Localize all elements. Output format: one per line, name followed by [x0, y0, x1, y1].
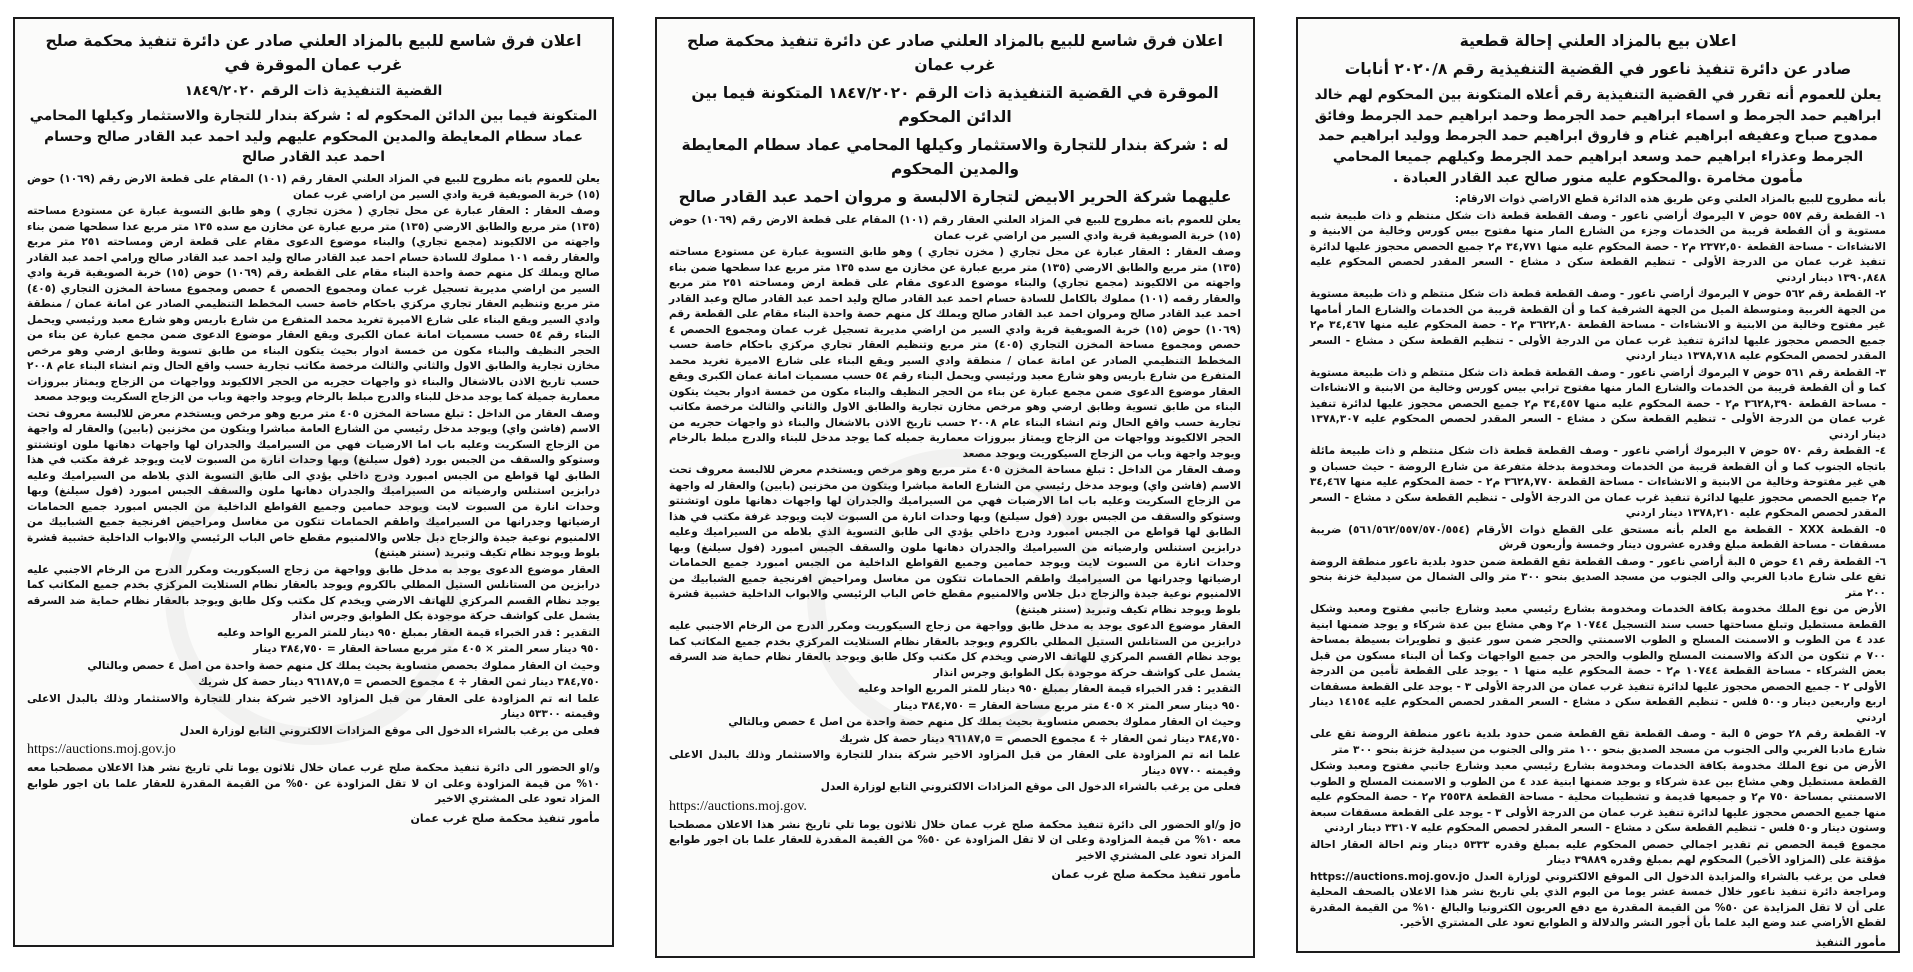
notice-paragraph: وصف العقار من الداخل : تبلغ مساحة المخزن ٤٠٥ متر مربع وهو مرخص ويستخدم معرض للالبسة معروف تحت الاسم (فاشن واي) ويوجد مدخل رئيسي من الشارع العامة مباشرا ويتكون من مخزنين (بابين) والعقار له واجهة من الزجاج السكريت وعليه باب اما الارضيات فهي من السيراميك والجدران لها واجهات دهانها ملون اوتشتتو وستوكو والسقف من الجبس بورد (فول سيلنغ) وبها وحدات انارة من السبوت لايت ويوجد غرفة مكتب في هذا الطابق لها قواطع من الجبس امبورد ودرج داخلي يؤدي الى طابق التسوية الذي بلاطه من السيراميك وعليه درابزين استنلس وارضياته من السيراميك والجدران دهانها ملون والسقف الجبس امبورد (فول سيلنغ) وبها وحدات انارة من السبوت لايت ويوجد حمامين وجميع القواطع الداخلية من الجبس امبورد جميع الحمامات ارضياتها وجدرانها من السيراميك واطقم الحمامات تتكون من مغاسل ومراحيض افرنجية جميع الشبابيك من الالمنيوم نوعية جيدة والزجاج دبل جلاس والالمنيوم مقطع خاص الباب الرئيسي والابواب الداخلية خشبية قشرة بلوط ويوجد نظام تكيف وتبريد (سنتر هيتنغ): [27, 407, 600, 560]
title-line: اعلان بيع بالمزاد العلني إحالة قطعية: [1459, 32, 1737, 50]
title-line: القضية التنفيذية ذات الرقم ١٨٤٩/٢٠٢٠: [184, 83, 443, 100]
title-line: صادر عن دائرة تنفيذ ناعور في القضية التنفيذية رقم ٢٠٢٠/٨ أنابات: [1344, 60, 1852, 79]
notice-paragraph: الأرض من نوع الملك مخدومة بكافة الخدمات ومخدومة بشارع رئيسي معبد وشارع جانبي مفتوح ومعبد وشكل القطعة مستطيل وهي مشاع بين عدة شركاء و يوجد ضمنها ابنية عدد ٤ من الطوب و الاسمنت المسلح و الطوب الاسمنتي بمساحة ٧٥٠ م٢ و جميعها قديمة و تشطيبات محلية - مساحة القطعة ٢٥٥٣٨ م٢ - حصة المحكوم عليه منها جميع الحصص محجوز عليها لدائرة تنفيذ غرب عمان من الدرجة الأولى ٣ - يوجد على القطعة مسقفات سبعة وستون دينار و٥٠ فلس - تنظيم القطعة سكن د مشاع - السعر المقدر لحصص المحكوم عليه ٣٣١٠٧ دينار اردني: [1310, 760, 1886, 835]
notice-paragraph: العقار موضوع الدعوى يوجد به مدخل طابق وواجهة من زجاج السيكوريت ومكرر الدرج من الرخام الاجنبي عليه درابزين من الستانلس الستيل المطلي بالكروم ويوجد بالعقار نظام الستلايت المركزي بخدم جميع المكاتب كما يوجد نظام القسم المركزي للهاتف الارضي ويخدم كل مكتب وكل طابق ويوجد بالعقار نظام حماية ضد السرقه يشمل على كواشف حركة موجودة بكل الطوابق وجرس انذار: [27, 563, 600, 623]
title-line: اعلان فرق شاسع للبيع بالمزاد العلني صادر عن دائرة تنفيذ محكمة صلح غرب عمان الموقرة في: [45, 32, 582, 75]
notice-paragraph: ٩٥٠ دينار سعر المتر × ٤٠٥ متر مربع مساحة العقار = ٣٨٤,٧٥٠ دينار: [894, 699, 1241, 712]
notice-title: [669, 29, 1241, 209]
notice-paragraph: ٣- القطعة رقم ٥٦١ حوض ٧ اليرموك أراضي ناعور - وصف القطعة قطعة ذات شكل منتظم و ذات طبيعة مستوية كما و أن القطعة قريبة من الخدمات والشارع المار منها مفتوح ترابي بيس كورس وخالية من الابنية و الانشاءات - مساحة القطعة ٣٦٢٨,٣٩٠ م٢ - حصة المحكوم عليه منها ٣٤,٤٥٧ م٢ جميع الحصص محجوز عليها لدائرة تنفيذ غرب عمان من الدرجة الأولى - تنظيم القطعة سكن د مشاع - السعر المقدر لحصص المحكوم عليه ١٣٧٨,٣٠٧ دينار اردني: [1310, 366, 1886, 441]
parties-heading: المتكونة فيما بين الدائن المحكوم له : شركة بندار للتجارة والاستثمار وكيلها المحامي عماد سطام المعايطة والمدين المحكوم عليهم وليد احمد عبد القادر صالح وحسام احمد عبد القادر صالح: [29, 108, 598, 166]
notice-paragraph: التقدير : قدر الخبراء قيمة العقار بمبلغ ٩٥٠ دينار للمتر المربع الواحد وعليه: [216, 626, 600, 639]
notice-title: [1310, 29, 1886, 81]
notice-paragraph: ١- القطعة رقم ٥٥٧ حوض ٧ اليرموك أراضي ناعور - وصف القطعة قطعة ذات شكل منتظم و ذات طبيعة شبه مستوية و أن القطعة قريبة من الخدمات وجزء من الشارع المار منها مفتوح بيس كورس وخالية من الابنية و الانشاءات - مساحة القطعة ٢٣٧٢,٥٠ م٢ - حصة المحكوم عليه منها ٣٤,٧٧١ م٢ جميع الحصص محجوز عليها لدائرة تنفيذ غرب عمان من الدرجة الأولى - تنظيم القطعة سكن د مشاع - السعر المقدر لحصص المحكوم عليه ١٣٩٠,٨٤٨ دينار اردني: [1310, 209, 1886, 284]
notice-paragraph: فعلى من يرغب بالشراء والمزايدة الدخول الى الموقع الالكتروني لوزارة العدل https://auctions.moj.gov.jo ومراجعة دائرة تنفيذ ناعور خلال خمسة عشر يوما من اليوم الذي يلي تاريخ نشر هذا الاعلان بالصحف المحلية على أن لا تقل المزايدة عن ٥٠% من القيمة المقدرة مع دفع العربون الكترونيا والبالغ ١٠% من القيمة المقدرة لقطع الأراضي عند وضع اليد علما بأن أجور النشر والدلالة و الطوابع تعود على المشتري الأخير.: [1310, 870, 1887, 930]
title-line: له : شركة بندار للتجارة والاستثمار وكيلها المحامي عماد سطام المعايطة والمدين المحكوم: [681, 136, 1229, 179]
notice-paragraph: ٤- القطعة رقم ٥٧٠ حوض ٧ اليرموك أراضي ناعور - وصف القطعة قطعة ذات شكل منتظم و ذات طبيعة مائلة باتجاه الجنوب كما و أن القطعة قريبة من الخدمات ومخدومة بدخلة متفرعة من شارع الروضة - حيث حسبان و هي غير مفتوحة وخالية من الابنية و الانشاءات - مساحة القطعة ٣٦٢٨,٧٧٠ م٢ - حصة المحكوم عليه منها ٣٤,٤٦٧ م٢ جميع الحصص محجوز عليها لدائرة تنفيذ غرب عمان من الدرجة الأولى - تنظيم القطعة سكن د مشاع - السعر المقدر لحصص المحكوم عليه ١٣٧٨,٢١٠ دينار اردني: [1310, 445, 1887, 520]
notice-paragraph: وصف العقار من الداخل : تبلغ مساحة المخزن ٤٠٥ متر مربع وهو مرخص ويستخدم معرض للالبسة معروف تحت الاسم (فاشن واي) ويوجد مدخل رئيسي من الشارع العامة مباشرا ويتكون من مخزنين (بابين) والعقار له واجهة من الزجاج السكريت وعليه باب اما الارضيات فهي من السيراميك والجدران لها واجهات دهانها ملون اوتشتتو وستوكو والسقف من الجبس بورد (فول سيلنغ) وبها وحدات انارة من السبوت لايت ويوجد غرفة مكتب في هذا الطابق لها قواطع من الجبس امبورد ودرج داخلي يؤدي الى طابق التسوية الذي بلاطه من السيراميك وعليه درابزين استنلس وارضياته من السيراميك والجدران دهانها ملون والسقف الجبس امبورد (فول سيلنغ) وبها وحدات انارة من السبوت لايت ويوجد حمامين وجميع القواطع الداخلية من الجبس امبورد جميع الحمامات ارضياتها وجدرانها من السيراميك واطقم الحمامات تتكون من مغاسل ومراحيض افرنجية جميع الشبابيك من الالمنيوم نوعية جيدة والزجاج دبل جلاس والالمنيوم مقطع خاص الباب الرئيسي والابواب الداخلية خشبية قشرة بلوط ويوجد نظام تكيف وتبريد (سنتر هيتنغ): [669, 464, 1241, 616]
notice-paragraph: ٢- القطعة رقم ٥٦٢ حوض ٧ اليرموك أراضي ناعور - وصف القطعة قطعة ذات شكل منتظم و ذات طبيعة مستوية من الجهة الغربية ومتوسطة الميل من الجهة الشرقية كما و أن القطعة قريبة من الخدمات والشارع المار أمامها غير مفتوح وخالية من الابنية و الانشاءات - مساحة القطعة ٣٦٢٢,٨٠ م٢ - حصة المحكوم عليه منها ٣٤,٤٦٧ م٢ جميع الحصص محجوز عليها لدائرة تنفيذ غرب عمان من الدرجة الأولى - تنظيم القطعة سكن د مشاع - السعر المقدر لحصص المحكوم عليه ١٣٧٨,٧١٨ دينار اردني: [1310, 288, 1886, 363]
notice-paragraph: وحيث ان العقار مملوك بحصص متساوية بحيث يملك كل منهم حصة واحدة من اصل ٤ حصص وبالتالي: [87, 659, 600, 672]
notice-paragraph: التقدير : قدر الخبراء قيمة العقار بمبلغ ٩٥٠ دينار للمتر المربع الواحد وعليه: [857, 683, 1241, 696]
notice-paragraph: بأنه مطروح للبيع بالمزاد العلني وعن طريق هذه الدائرة قطع الاراضي ذوات الارقام:: [1454, 193, 1886, 206]
notice-paragraph: علما انه تم المزاودة على العقار من قبل المزاود الاخير شركة بندار للتجارة والاستثمار وذلك بالبدل الاعلى وقيمته ٥٧٧٠٠ دينار: [669, 749, 1241, 777]
notice-paragraph: ٥- القطعة XXX - القطعة مع العلم بأنه مستحق على القطع ذوات الأرقام (٥٦١/٥٦٢/٥٥٧/٥٧٠/٥٥٤) ضريبة مسقفات - مساحة القطعة مبلغ وقدره عشرون دينار وخمسة وأربعون قرش: [1310, 523, 1887, 552]
notice-paragraph: ٦- القطعة رقم ٤١ حوض ٥ البة أراضي ناعور - وصف القطعة تقع القطعة ضمن حدود بلدية ناعور منطقة الروضة تقع على شارع مادبا الغربي والى الجنوب من مسجد الصديق بنحو ٣٠٠ متر والى الشمال من سيدلية خزنة بنحو ٢٠٠ متر: [1310, 555, 1886, 599]
notice-paragraph: وحيث ان العقار مملوك بحصص متساوية بحيث يملك كل منهم حصة واحدة من اصل ٤ حصص وبالتالي: [728, 716, 1241, 729]
signature: مأمور التنفيذ: [1815, 935, 1886, 949]
left-notice: [13, 17, 614, 947]
notice-paragraph: يعلن للعموم بانه مطروح للبيع في المزاد العلني العقار رقم (١٠١) المقام على قطعة الارض رقم (١٠٦٩) حوض (١٥) خربة الصويفية قرية وادي السير من اراضي غرب عمان: [669, 214, 1241, 242]
closing-paragraph: jo و/او الحضور الى دائرة تنفيذ محكمة صلح غرب عمان خلال ثلاثون يوما تلي تاريخ نشر هذا الاعلان مصطحبا معه ١٠% من قيمة المزاودة وعلى ان لا تقل المزاودة عن ٥٠% من القيمة المقدرة للعقار علما بان اجور طوابع المزاد تعود على المشتري الاخير: [669, 818, 1241, 862]
title-line: اعلان فرق شاسع للبيع بالمزاد العلني صادر عن دائرة تنفيذ محكمة صلح غرب عمان: [687, 32, 1223, 75]
notice-paragraph: مجموع قيمة الحصص تم تقدير اجمالي حصص المحكوم عليه بمبلغ وقدره ٥٣٣٣ دينار وتم احالة العقار احالة مؤقتة على (المزاود الأخير) المحكوم لهم بمبلغ وقدره ٣٩٨٨٩ دينار: [1310, 838, 1886, 867]
signature: مأمور تنفيذ محكمة صلح غرب عمان: [1051, 868, 1241, 882]
notice-paragraph: فعلى من يرغب بالشراء الدخول الى موقع المزادات الالكتروني التابع لوزارة العدل: [820, 781, 1241, 794]
parties-heading: يعلن للعموم أنه تقرر في القضية التنفيذية رقم أعلاه المتكونة بين المحكوم لهم خالد ابراهيم حمد الجرمط و اسماء ابراهيم حمد الجرمط وحمد ابراهيم حمد الجرمط وفائق ممدوح صباح وعفيفه ابراهيم غنام و فاروق ابراهيم حمد الجرمط ووليد ابراهيم حمد الجرمط وعذراء ابراهيم حمد وسعد ابراهيم حمد الجرمط وكيلهم جميعا المحامي مأمون مخامرة .والمحكوم عليه منور صالح عبد القادر العبادة .: [1314, 87, 1882, 186]
notice-paragraph: فعلى من يرغب بالشراء الدخول الى موقع المزادات الالكتروني التابع لوزارة العدل: [179, 724, 600, 737]
closing-paragraph: و/او الحضور الى دائرة تنفيذ محكمة صلح غرب عمان خلال ثلاثون يوما تلي تاريخ نشر هذا الاعلان مصطحبا معه ١٠% من قيمة المزاودة وعلى ان لا تقل المزاودة عن ٥٠% من القيمة المقدرة للعقار علما بان اجور طوابع المزاد تعود على المشتري الاخير: [27, 762, 600, 806]
notice-paragraph: يعلن للعموم بانه مطروح للبيع في المزاد العلني العقار رقم (١٠١) المقام على قطعة الارض رقم (١٠٦٩) حوض (١٥) خربة الصويفية قرية وادي السير من اراضي غرب عمان: [27, 173, 600, 201]
notice-paragraph: ٣٨٤,٧٥٠ دينار ثمن العقار ÷ ٤ مجموع الحصص = ٩٦١٨٧,٥ دينار حصة كل شريك: [198, 676, 600, 689]
auction-url: https://auctions.moj.gov.: [669, 798, 807, 814]
signature: مأمور تنفيذ محكمة صلح غرب عمان: [410, 811, 600, 825]
title-line: الموقرة في القضية التنفيذية ذات الرقم ١٨٤٧/٢٠٢٠ المتكونة فيما بين الدائن المحكوم: [691, 84, 1219, 127]
notice-title: [27, 29, 600, 102]
notice-paragraph: علما انه تم المزاودة على العقار من قبل المزاود الاخير شركة بندار للتجارة والاستثمار وذلك بالبدل الاعلى وقيمته ٥٣٣٠٠ دينار: [27, 692, 600, 721]
title-line: عليهما شركة الحرير الابيض لتجارة الالبسة و مروان احمد عبد القادر صالح: [678, 188, 1232, 207]
notice-paragraph: ٧- القطعة رقم ٢٨ حوض ٥ البة - وصف القطعة تقع القطعة ضمن حدود بلدية ناعور منطقة الروضة تقع على شارع مادبا الغربي والى الجنوب من مسجد الصديق بنحو ١٠٠ متر والى الجنوب من سيدلية خزنة بنحو ٣٠٠ متر: [1310, 728, 1887, 756]
auction-url: https://auctions.moj.gov.jo: [27, 742, 176, 758]
notice-paragraph: ٩٥٠ دينار سعر المتر × ٤٠٥ متر مربع مساحة العقار = ٣٨٤,٧٥٠ دينار: [253, 643, 600, 656]
middle-notice: [655, 17, 1255, 958]
notice-paragraph: الأرض من نوع الملك مخدومة بكافة الخدمات ومخدومة بشارع رئيسي معبد وشارع جانبي مفتوح ومعبد وشكل القطعة مستطيل وتبلغ مساحتها حسب سند التسجيل ١٠٧٤٤ م٢ وهي مشاع بين عدة شركاء و يوجد ضمنها ابنية عدد ٤ من الطوب و الاسمنت المسلح و الطوب الاسمنتي والحجر ضمن سور عتيق و تطويرات بسيطة بمساحة ٧٠٠ م تتكون من الدكة والاسمنت المسلح والطوب والحجر من جميع الواجهات وكما أن البناء مسكون من قبل بعض الشركاء - مساحة القطعة ١٠٧٤٤ م٢ - حصة المحكوم عليه منها ١ - يوجد على القطعة تأمين من الدرجة الأولى ٢ - جميع الحصص محجوز عليها لدائرة تنفيذ غرب عمان من الدرجة الأولى ٣ - يوجد على القطعة مسقفات اربع واربعين دينار و٥٠٠ فلس - تنظيم القطعة سكن د مشاع - السعر المقدر لحصص المحكوم عليه ١٤١٥٤ دينار اردني: [1310, 603, 1887, 724]
notice-paragraph: وصف العقار : العقار عبارة عن محل تجاري ( مخزن تجاري ) وهو طابق التسوية عبارة عن مستودع مساحته (١٣٥) متر مربع والطابق الارضي (١٣٥) متر مربع عبارة عن مخازن مع سده ١٣٥ متر مربع عدا سطحها ضمن بناء واجهته من الالكيوند (مجمع تجاري) والبناء موضوع الدعوى مقام على قطعة ارض ومساحته ٢٥١ متر مربع والعقار رقمه (١٠١) مملوك بالكامل للسادة حسام احمد عبد القادر صالح وليد احمد عبد القادر صالح وعبد القادر احمد عبد القادر صالح ومروان احمد عبد القادر صالح ويملك كل منهم حصة واحدة البناء مقام على القطعة رقم (١٠٦٩) حوض (١٥) خربة الصويفية قرية وادي السير من اراضي مديرية تسجيل غرب عمان ومجموع الحصص ٤ حصص ومجموع مساحة المخزن التجاري (٤٠٥) متر مربع وتنظيم العقار تجاري مركزي باحكام خاصة حسب المخطط التنظيمي الصادر عن امانة عمان / منطقة وادي السير ويقع البناء على شارع الاميرة تغريد محمد المتفرع من شارع باريس وهو شارع معبد ورئيسي ويحمل البناء رقم ٥٤ حسب مسميات امانة عمان الكبرى ويقع العقار موضوع الدعوى ضمن مجمع عبارة عن بناء من الحجر النظيف والبناء مكون من خمسة ادوار بحيث يتكون البناء من طابق تسوية وطابق ارضي وهو مرخص مخازن تجارية والطابق الاول والثاني والثالث مرخصة مكاتب تجارية حسب واقع الحال وتم انشاء البناء عام ٢٠٠٨ حسب تاريخ الاذن بالاشغال والبناء ذو واجهات حجريه من الحجر الالكيوند وواجهات من الزجاج ويمتاز ببروزات معمارية جميله كما يوجد مدخل للبناء والدرج مبلط بالرخام ويوجد واجهة وباب من الزجاج السيكوريت ويوجد مصعد: [669, 246, 1242, 460]
notice-paragraph: ٣٨٤,٧٥٠ دينار ثمن العقار ÷ ٤ مجموع الحصص = ٩٦١٨٧,٥ دينار حصة كل شريك: [839, 732, 1241, 745]
right-notice: [1296, 17, 1900, 953]
notice-paragraph: وصف العقار : العقار عبارة عن محل تجاري ( مخزن تجاري ) وهو طابق التسوية عبارة عن مستودع مساحته (١٣٥) متر مربع والطابق الارضي (١٣٥) متر مربع عبارة عن مخازن مع سده ١٣٥ متر مربع عدا سطحها ضمن بناء واجهته من الالكيوند (مجمع تجاري) والبناء موضوع الدعوى مقام على قطعة ارض ومساحته ٢٥١ متر مربع والعقار رقمه ١٠١ مملوك للسادة حسام احمد عبد القادر صالح وليد احمد عبد القادر صالح ورامي احمد عبد القادر صالح ويملك كل منهم حصة واحدة البناء مقام على القطعة رقم (١٠٦٩) حوض (١٥) خربة الصويفية قرية وادي السير من اراضي مديرية تسجيل غرب عمان ومجموع الحصص ٤ حصص ومجموع مساحة المخزن التجاري (٤٠٥) متر مربع وتنظيم العقار تجاري مركزي باحكام خاصة حسب المخطط التنظيمي الصادر عن امانة عمان / منطقة وادي السير ويقع البناء على شارع الاميرة تغريد محمد المتفرع من شارع باريس وهو شارع معبد ورئيسي ويحمل البناء رقم ٥٤ حسب مسميات امانة عمان الكبرى ويقع العقار موضوع الدعوى ضمن مجمع عبارة عن بناء من الحجر النظيف والبناء مكون من خمسة ادوار بحيث يتكون البناء من طابق تسوية وطابق ارضي وهو مرخص مخازن تجارية والطابق الاول والثاني والثالث مرخصة مكاتب تجارية حسب واقع الحال وتم انشاء البناء عام ٢٠٠٨ حسب تاريخ الاذن بالاشغال والبناء ذو واجهات حجريه من الحجر الالكيوند وواجهات من الزجاج ويمتاز ببروزات معمارية جميلة كما يوجد مدخل للبناء والدرج مبلط بالرخام ويوجد واجهة وباب من الزجاج السكريت ويوجد مصعد: [27, 205, 601, 404]
notice-paragraph: العقار موضوع الدعوى يوجد به مدخل طابق وواجهة من زجاج السيكوريت ومكرر الدرج من الرخام الاجنبي عليه درابزين من الستانلس الستيل المطلي بالكروم ويوجد بالعقار نظام الستلايت المركزي بخدم جميع المكاتب كما يوجد نظام القسم المركزي للهاتف الارضي ويخدم كل مكتب وكل طابق ويوجد بالعقار نظام حماية ضد السرقه يشمل على كواشف حركة موجودة بكل الطوابق وجرس انذار: [669, 620, 1241, 679]
